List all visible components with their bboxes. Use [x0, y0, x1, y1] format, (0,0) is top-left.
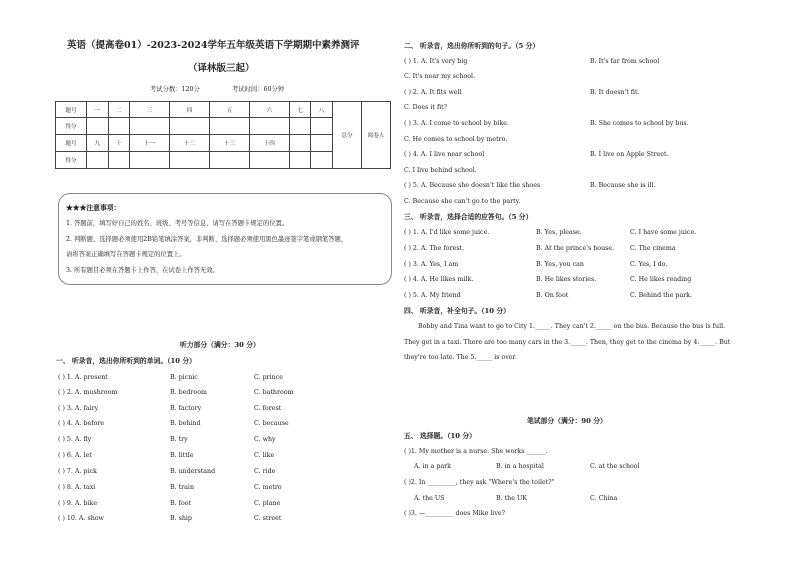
list-item: ( ) 8. A. taxi [58, 484, 96, 491]
page-title: 英语（提高卷01）-2023-2024学年五年级英语下学期期中素养测评 [67, 40, 360, 51]
list-item: ( ) 7. A. pick [58, 468, 97, 475]
option-c: C. I have some juice. [630, 229, 697, 236]
table-cell: 题号 [56, 135, 87, 152]
table-cell: 十四 [249, 135, 289, 152]
section-4-title: 四、 听录音，补全句子。（10 分） [404, 307, 510, 315]
list-item: ( ) 3. A. fairy [58, 405, 99, 412]
table-cell: 题号 [56, 102, 87, 118]
option-b: B. try [170, 436, 188, 443]
table-cell: 一 [87, 102, 109, 118]
option-c: C. It's near my school. [404, 73, 476, 80]
table-cell: 九 [87, 135, 109, 152]
notice-item: 2. 判断题、选择题必须使用2B铅笔填涂答案，非判断、选择题必须使用黑色墨迹签字笔或钢笔答题， [66, 236, 348, 243]
list-item: ( ) 3. A. I come to school by bike. [404, 120, 509, 127]
table-cell: 十三 [209, 135, 249, 152]
table-cell: 得分 [56, 118, 87, 135]
passage-line: Bobby and Tina want to go to City 1._____. They can't 2._____ on the bus. Because the bus is full. [418, 323, 726, 330]
option-b: B. It's far from school [590, 58, 660, 65]
option-b: B. understand [170, 468, 216, 475]
page-subtitle: （译林版三起） [188, 63, 255, 74]
exam-time: 考试时间：60分钟 [232, 86, 285, 93]
passage-line: They get in a taxi. There are too many cars in the 3._____. Then, they get to the cinema by 4._____. But [404, 339, 731, 346]
total-cell: 总分 [333, 102, 362, 169]
option-c: C. plane [254, 500, 281, 507]
option-b: B. On foot [536, 292, 569, 299]
question-2: ( )2. In _________, they ask "Where's the toilet?" [404, 479, 555, 486]
option-c: C. Because she can't go to the party. [404, 198, 521, 205]
option-b: B. She comes to school by bus. [590, 120, 689, 127]
table-cell: 二 [108, 102, 130, 118]
option-c: C. bathroom [254, 389, 294, 396]
question-3: ( )3. —_________ does Mike live? [404, 510, 506, 517]
table-cell: 七 [289, 102, 311, 118]
list-item: ( ) 1. A. I'd like some juice. [404, 229, 490, 236]
grader-cell: 阅卷人 [362, 102, 391, 169]
option-c: C. China [590, 495, 618, 502]
option-c: C. like [254, 452, 275, 459]
list-item: ( ) 6. A. let [58, 452, 92, 459]
table-cell: 五 [209, 102, 249, 118]
list-item: ( ) 1. A. present [58, 374, 108, 381]
option-c: C. forest [254, 405, 282, 412]
table-cell: 三 [130, 102, 170, 118]
option-b: B. foot [170, 500, 192, 507]
option-c: C. Does it fit? [404, 104, 448, 111]
option-b: B. I live on Apple Street. [590, 151, 669, 158]
option-b: B. behind [170, 420, 201, 427]
option-b: B. train [170, 484, 194, 491]
question-1: ( )1. My mother is a nurse. She works ______. [404, 448, 548, 455]
option-c: C. He comes to school by metro. [404, 136, 508, 143]
option-c: C. I live behind school. [404, 167, 477, 174]
option-c: C. ride [254, 468, 276, 475]
option-b: B. Because she is ill. [590, 182, 656, 189]
table-cell: 十 [108, 135, 130, 152]
list-item: ( ) 5. A. My friend [404, 292, 461, 299]
score-table [55, 101, 391, 169]
list-item: ( ) 2. A. It fits well [404, 89, 462, 96]
section-1-title: 一、 听录音，选出你所听到的单词。（10 分） [56, 357, 196, 365]
list-item: ( ) 9. A. bike [58, 500, 98, 507]
list-item: ( ) 2. A. mushroom [58, 389, 118, 396]
list-item: ( ) 4. A. I live near school [404, 151, 485, 158]
notice-item: 请将答案正确填写在答题卡规定的位置上。 [66, 251, 186, 258]
table-cell: 六 [249, 102, 289, 118]
section-5-title: 五、 选择题。（10 分） [404, 432, 476, 440]
table-cell: 四 [170, 102, 210, 118]
option-c: C. He likes reading [630, 276, 692, 283]
option-b: B. At the prince's house. [536, 245, 615, 252]
option-c: C. The cinema [630, 245, 676, 252]
list-item: ( ) 1. A. It's very big [404, 58, 468, 65]
option-b: B. factory [170, 405, 202, 412]
option-b: B. It doesn't fit. [590, 89, 640, 96]
listening-heading: 听力部分（满分：30 分） [180, 341, 260, 349]
list-item: ( ) 4. A. before [58, 420, 105, 427]
table-cell: 十二 [170, 135, 210, 152]
option-b: B. Yes, please. [536, 229, 582, 236]
option-b: B. little [170, 452, 194, 459]
notice-item: 3. 所有题目必须在答题卡上作答，在试卷上作答无效。 [66, 267, 219, 274]
option-c: C. why [254, 436, 276, 443]
list-item: ( ) 10. A. show [58, 515, 104, 522]
option-b: B. He likes stories. [536, 276, 597, 283]
list-item: ( ) 5. A. Because she doesn't like the shoes [404, 182, 541, 189]
option-c: C. prince [254, 374, 283, 381]
section-3-title: 三、 听录音，选择合适的应答句。（5 分） [404, 213, 533, 221]
option-b: B. ship [170, 515, 192, 522]
passage-line: they're too late. The 5._____ is over. [404, 354, 517, 361]
option-c: C. at the school [590, 463, 640, 470]
option-b: B. picnic [170, 374, 198, 381]
section-2-title: 二、 听录音，选出你所听到的句子。（5 分） [404, 42, 540, 50]
written-heading: 笔试部分（满分：90 分） [527, 417, 607, 425]
option-a: A. the US [414, 495, 445, 502]
option-c: C. because [254, 420, 289, 427]
list-item: ( ) 3. A. Yes, I am [404, 261, 459, 268]
option-c: C. Yes, I do. [630, 261, 668, 268]
table-cell: 十一 [130, 135, 170, 152]
option-b: B. Yes, you can [536, 261, 584, 268]
option-a: A. in a park [414, 463, 451, 470]
option-c: C. street [254, 515, 282, 522]
exam-score: 考试分数：120分 [150, 86, 200, 93]
option-c: C. metro [254, 484, 282, 491]
table-cell: 得分 [56, 152, 87, 169]
notice-item: 1. 答题前，填写好自己的姓名、班级、考号等信息，请写在答题卡规定的位置。 [66, 220, 289, 227]
table-cell: 八 [311, 102, 333, 118]
list-item: ( ) 5. A. fly [58, 436, 92, 443]
option-b: B. bedroom [170, 389, 207, 396]
option-b: B. in a hospital [496, 463, 544, 470]
notice-title: ★★★注意事项： [66, 204, 121, 212]
option-b: B. the UK [496, 495, 527, 502]
list-item: ( ) 2. A. The forest. [404, 245, 465, 252]
list-item: ( ) 4. A. He likes milk. [404, 276, 474, 283]
option-c: C. Behind the park. [630, 292, 693, 299]
